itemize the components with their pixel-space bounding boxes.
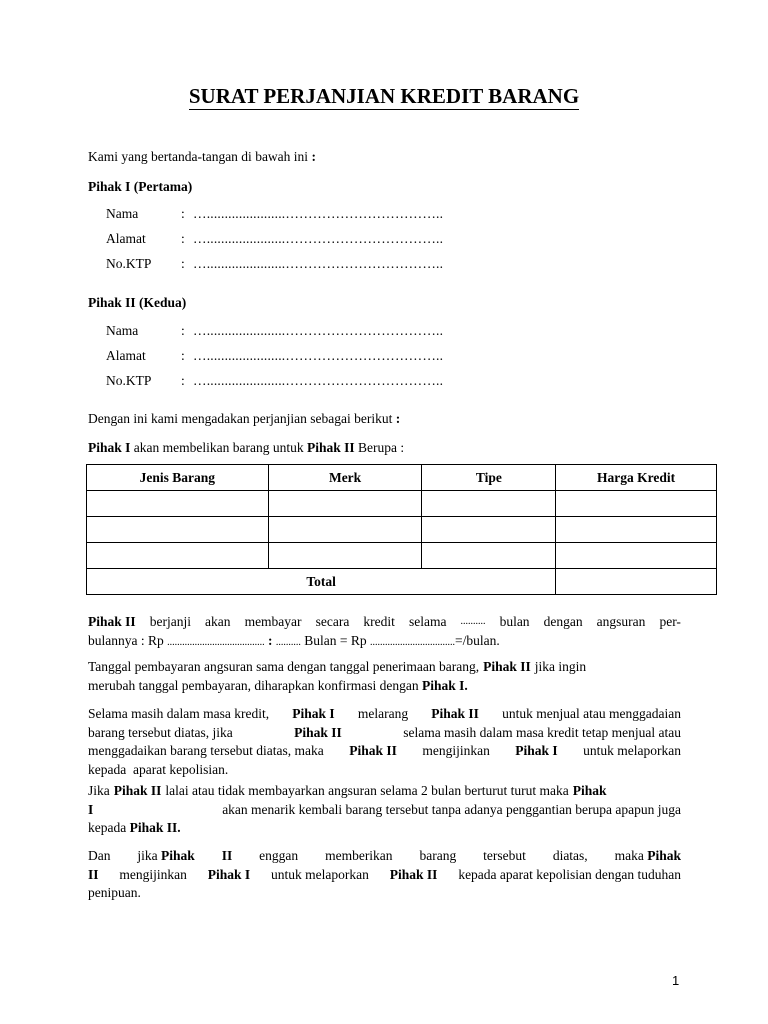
field-colon: : <box>181 231 185 246</box>
field-colon: : <box>181 348 185 363</box>
field-label: Alamat <box>106 348 146 363</box>
field-value[interactable]: …......................…………………………….. <box>193 323 444 338</box>
table-cell[interactable] <box>87 543 269 569</box>
field-label: Alamat <box>106 231 146 246</box>
field-value[interactable]: …......................…………………………….. <box>193 373 444 388</box>
column-header-harga-kredit: Harga Kredit <box>556 465 717 491</box>
field-colon: : <box>181 206 185 221</box>
document-title: SURAT PERJANJIAN KREDIT BARANG <box>188 84 580 108</box>
page-number: 1 <box>672 973 680 988</box>
field-label: No.KTP <box>106 256 152 271</box>
total-label: Total <box>87 569 556 595</box>
table-row <box>87 543 717 569</box>
field-value[interactable]: …......................…………………………….. <box>193 231 444 246</box>
table-row <box>87 491 717 517</box>
field-value[interactable]: …......................…………………………….. <box>193 256 444 271</box>
field-colon: : <box>181 373 185 388</box>
purchase-statement: Pihak I akan membelikan barang untuk Pihak II Berupa : <box>88 440 405 455</box>
field-colon: : <box>181 323 185 338</box>
table-total-row <box>87 569 717 595</box>
table-row <box>87 517 717 543</box>
table-cell[interactable] <box>268 543 422 569</box>
clause-payment: Pihak II berjanji akan membayar secara kredit selama .......... bulan dengan angsuran per- bulannya : Rp ....................................... : .......... Bulan = Rp ..................................=/bulan. <box>88 614 681 648</box>
column-header-tipe: Tipe <box>422 465 556 491</box>
intro-text: Kami yang bertanda-tangan di bawah ini : <box>88 149 316 164</box>
total-value-cell[interactable] <box>556 569 717 595</box>
agreement-intro: Dengan ini kami mengadakan perjanjian sebagai berikut : <box>88 411 401 426</box>
table-cell[interactable] <box>87 517 269 543</box>
table-cell[interactable] <box>268 517 422 543</box>
table-header-row <box>87 465 717 491</box>
clause-payment-date: Tanggal pembayaran angsuran sama dengan tanggal penerimaan barang, Pihak II jika ingin merubah tanggal pembayaran, diharapkan konfirmasi dengan Pihak I. <box>88 659 587 693</box>
table-cell[interactable] <box>422 543 556 569</box>
clause-report: Dan jika Pihak II enggan memberikan barang tersebut diatas, maka Pihak II mengijinkan Pihak I untuk melaporkan Pihak II kepada aparat kepolisian dengan tuduhan penipuan. <box>88 848 681 901</box>
field-label: Nama <box>106 323 139 338</box>
party2-heading: Pihak II (Kedua) <box>88 295 187 310</box>
table-cell[interactable] <box>422 491 556 517</box>
table-cell[interactable] <box>556 491 717 517</box>
party1-heading: Pihak I (Pertama) <box>88 179 193 194</box>
field-value[interactable]: …......................…………………………….. <box>193 206 444 221</box>
table-cell[interactable] <box>556 543 717 569</box>
clause-default: Jika Pihak II lalai atau tidak membayarkan angsuran selama 2 bulan berturut turut maka Pihak I akan menarik kembali barang tersebut tanpa adanya penggantian berupa apapun juga kepada Pihak II. <box>88 783 681 836</box>
field-colon: : <box>181 256 185 271</box>
clause-prohibition: Selama masih dalam masa kredit, Pihak I melarang Pihak II untuk menjual atau menggadaian barang tersebut diatas, jika Pihak II selama masih dalam masa kredit tetap menjual atau menggadaikan barang tersebut diatas, maka Pihak II mengijinkan Pihak I untuk melaporkan kepada aparat kepolisian. <box>88 706 681 777</box>
table-cell[interactable] <box>422 517 556 543</box>
table-cell[interactable] <box>268 491 422 517</box>
items-table <box>86 464 717 595</box>
field-value[interactable]: …......................…………………………….. <box>193 348 444 363</box>
field-label: Nama <box>106 206 139 221</box>
table-cell[interactable] <box>556 517 717 543</box>
table-cell[interactable] <box>87 491 269 517</box>
field-label: No.KTP <box>106 373 152 388</box>
column-header-merk: Merk <box>268 465 422 491</box>
column-header-jenis-barang: Jenis Barang <box>87 465 269 491</box>
